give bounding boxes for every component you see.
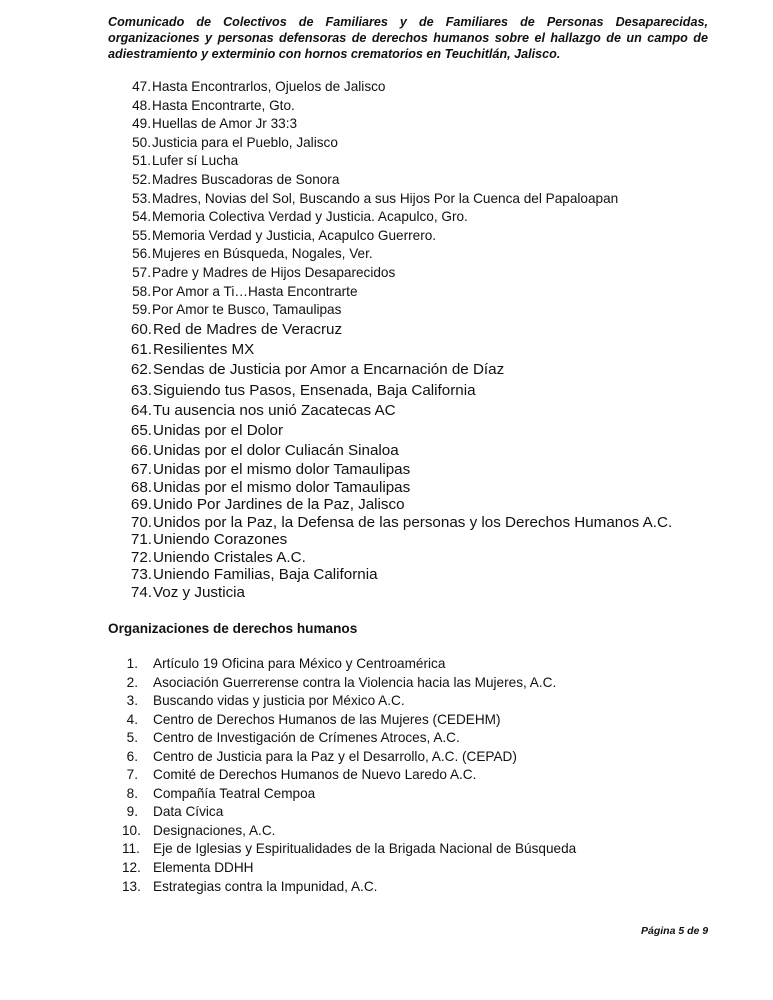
- list-item: 64. Tu ausencia nos unió Zacatecas AC: [130, 401, 396, 419]
- list-item: 47. Hasta Encontrarlos, Ojuelos de Jalisco: [132, 79, 386, 94]
- list-item: 53. Madres, Novias del Sol, Buscando a sus Hijos Por la Cuenca del Papaloapan: [132, 190, 619, 206]
- list-item: 71. Uniendo Corazones: [130, 531, 288, 549]
- list-item: 10. Designaciones, A.C.: [122, 822, 276, 838]
- document-header: Comunicado de Colectivos de Familiares y de Familiares de Personas Desaparecidas, organizaciones y personas defensoras de derechos humanos sobre el hallazgo de un campo de adiestramiento y exterminio con hornos crematorios en Teuchitlán, Jalisco.: [108, 15, 708, 61]
- list-item: 66. Unidas por el dolor Culiacán Sinaloa: [130, 442, 399, 460]
- list-item: 73. Uniendo Familias, Baja California: [130, 566, 378, 584]
- list-item: 4. Centro de Derechos Humanos de las Mujeres (CEDEHM): [126, 711, 501, 727]
- list-item: 1. Artículo 19 Oficina para México y Centroamérica: [126, 656, 446, 671]
- list-item: 63. Siguiendo tus Pasos, Ensenada, Baja California: [130, 381, 476, 399]
- list-item: 74. Voz y Justicia: [130, 583, 246, 601]
- list-item: 12. Elementa DDHH: [122, 860, 254, 876]
- colectivos-list: [130, 78, 618, 320]
- section-title: Organizaciones de derechos humanos: [108, 621, 358, 636]
- page-number: Página 5 de 9: [641, 925, 709, 937]
- list-item: 59. Por Amor te Busco, Tamaulipas: [132, 302, 342, 318]
- list-item: 60. Red de Madres de Veracruz: [130, 321, 343, 338]
- list-item: 52. Madres Buscadoras de Sonora: [132, 171, 340, 187]
- list-item: 62. Sendas de Justicia por Amor a Encarnación de Díaz: [130, 361, 505, 379]
- list-item: 13. Estrategias contra la Impunidad, A.C.: [122, 878, 378, 894]
- list-item: 7. Comité de Derechos Humanos de Nuevo Laredo A.C.: [126, 767, 477, 783]
- list-item: 70. Unidos por la Paz, la Defensa de las personas y los Derechos Humanos A.C.: [130, 513, 673, 531]
- list-item: 69. Unido Por Jardines de la Paz, Jalisco: [130, 496, 405, 514]
- list-item: 57. Padre y Madres de Hijos Desaparecidos: [132, 264, 396, 280]
- list-item: 3. Buscando vidas y justicia por México A.C.: [126, 693, 405, 709]
- list-item: 5. Centro de Investigación de Crímenes Atroces, A.C.: [126, 730, 460, 746]
- colectivos-list-continued: [130, 320, 672, 601]
- list-item: 68. Unidas por el mismo dolor Tamaulipas: [130, 478, 411, 496]
- list-item: 65. Unidas por el Dolor: [130, 421, 283, 439]
- list-item: 56. Mujeres en Búsqueda, Nogales, Ver.: [132, 246, 373, 262]
- list-item: 8. Compañía Teatral Cempoa: [126, 785, 316, 801]
- list-item: 6. Centro de Justicia para la Paz y el Desarrollo, A.C. (CEPAD): [126, 748, 517, 764]
- list-item: 50. Justicia para el Pueblo, Jalisco: [132, 134, 338, 150]
- list-item: 9. Data Cívica: [126, 804, 224, 820]
- list-item: 58. Por Amor a Ti…Hasta Encontrarte: [132, 283, 358, 299]
- list-item: 54. Memoria Colectiva Verdad y Justicia. Acapulco, Gro.: [132, 209, 468, 225]
- list-item: 11. Eje de Iglesias y Espiritualidades de la Brigada Nacional de Búsqueda: [122, 841, 577, 857]
- list-item: 49. Huellas de Amor Jr 33:3: [132, 116, 298, 132]
- list-item: 2. Asociación Guerrerense contra la Violencia hacia las Mujeres, A.C.: [126, 674, 557, 690]
- list-item: 48. Hasta Encontrarte, Gto.: [132, 97, 295, 113]
- organizaciones-list: [122, 655, 576, 896]
- list-item: 61. Resilientes MX: [130, 341, 255, 359]
- list-item: 72. Uniendo Cristales A.C.: [130, 548, 306, 566]
- list-item: 51. Lufer sí Lucha: [132, 153, 239, 169]
- list-item: 67. Unidas por el mismo dolor Tamaulipas: [130, 461, 411, 479]
- list-item: 55. Memoria Verdad y Justicia, Acapulco Guerrero.: [132, 227, 437, 243]
